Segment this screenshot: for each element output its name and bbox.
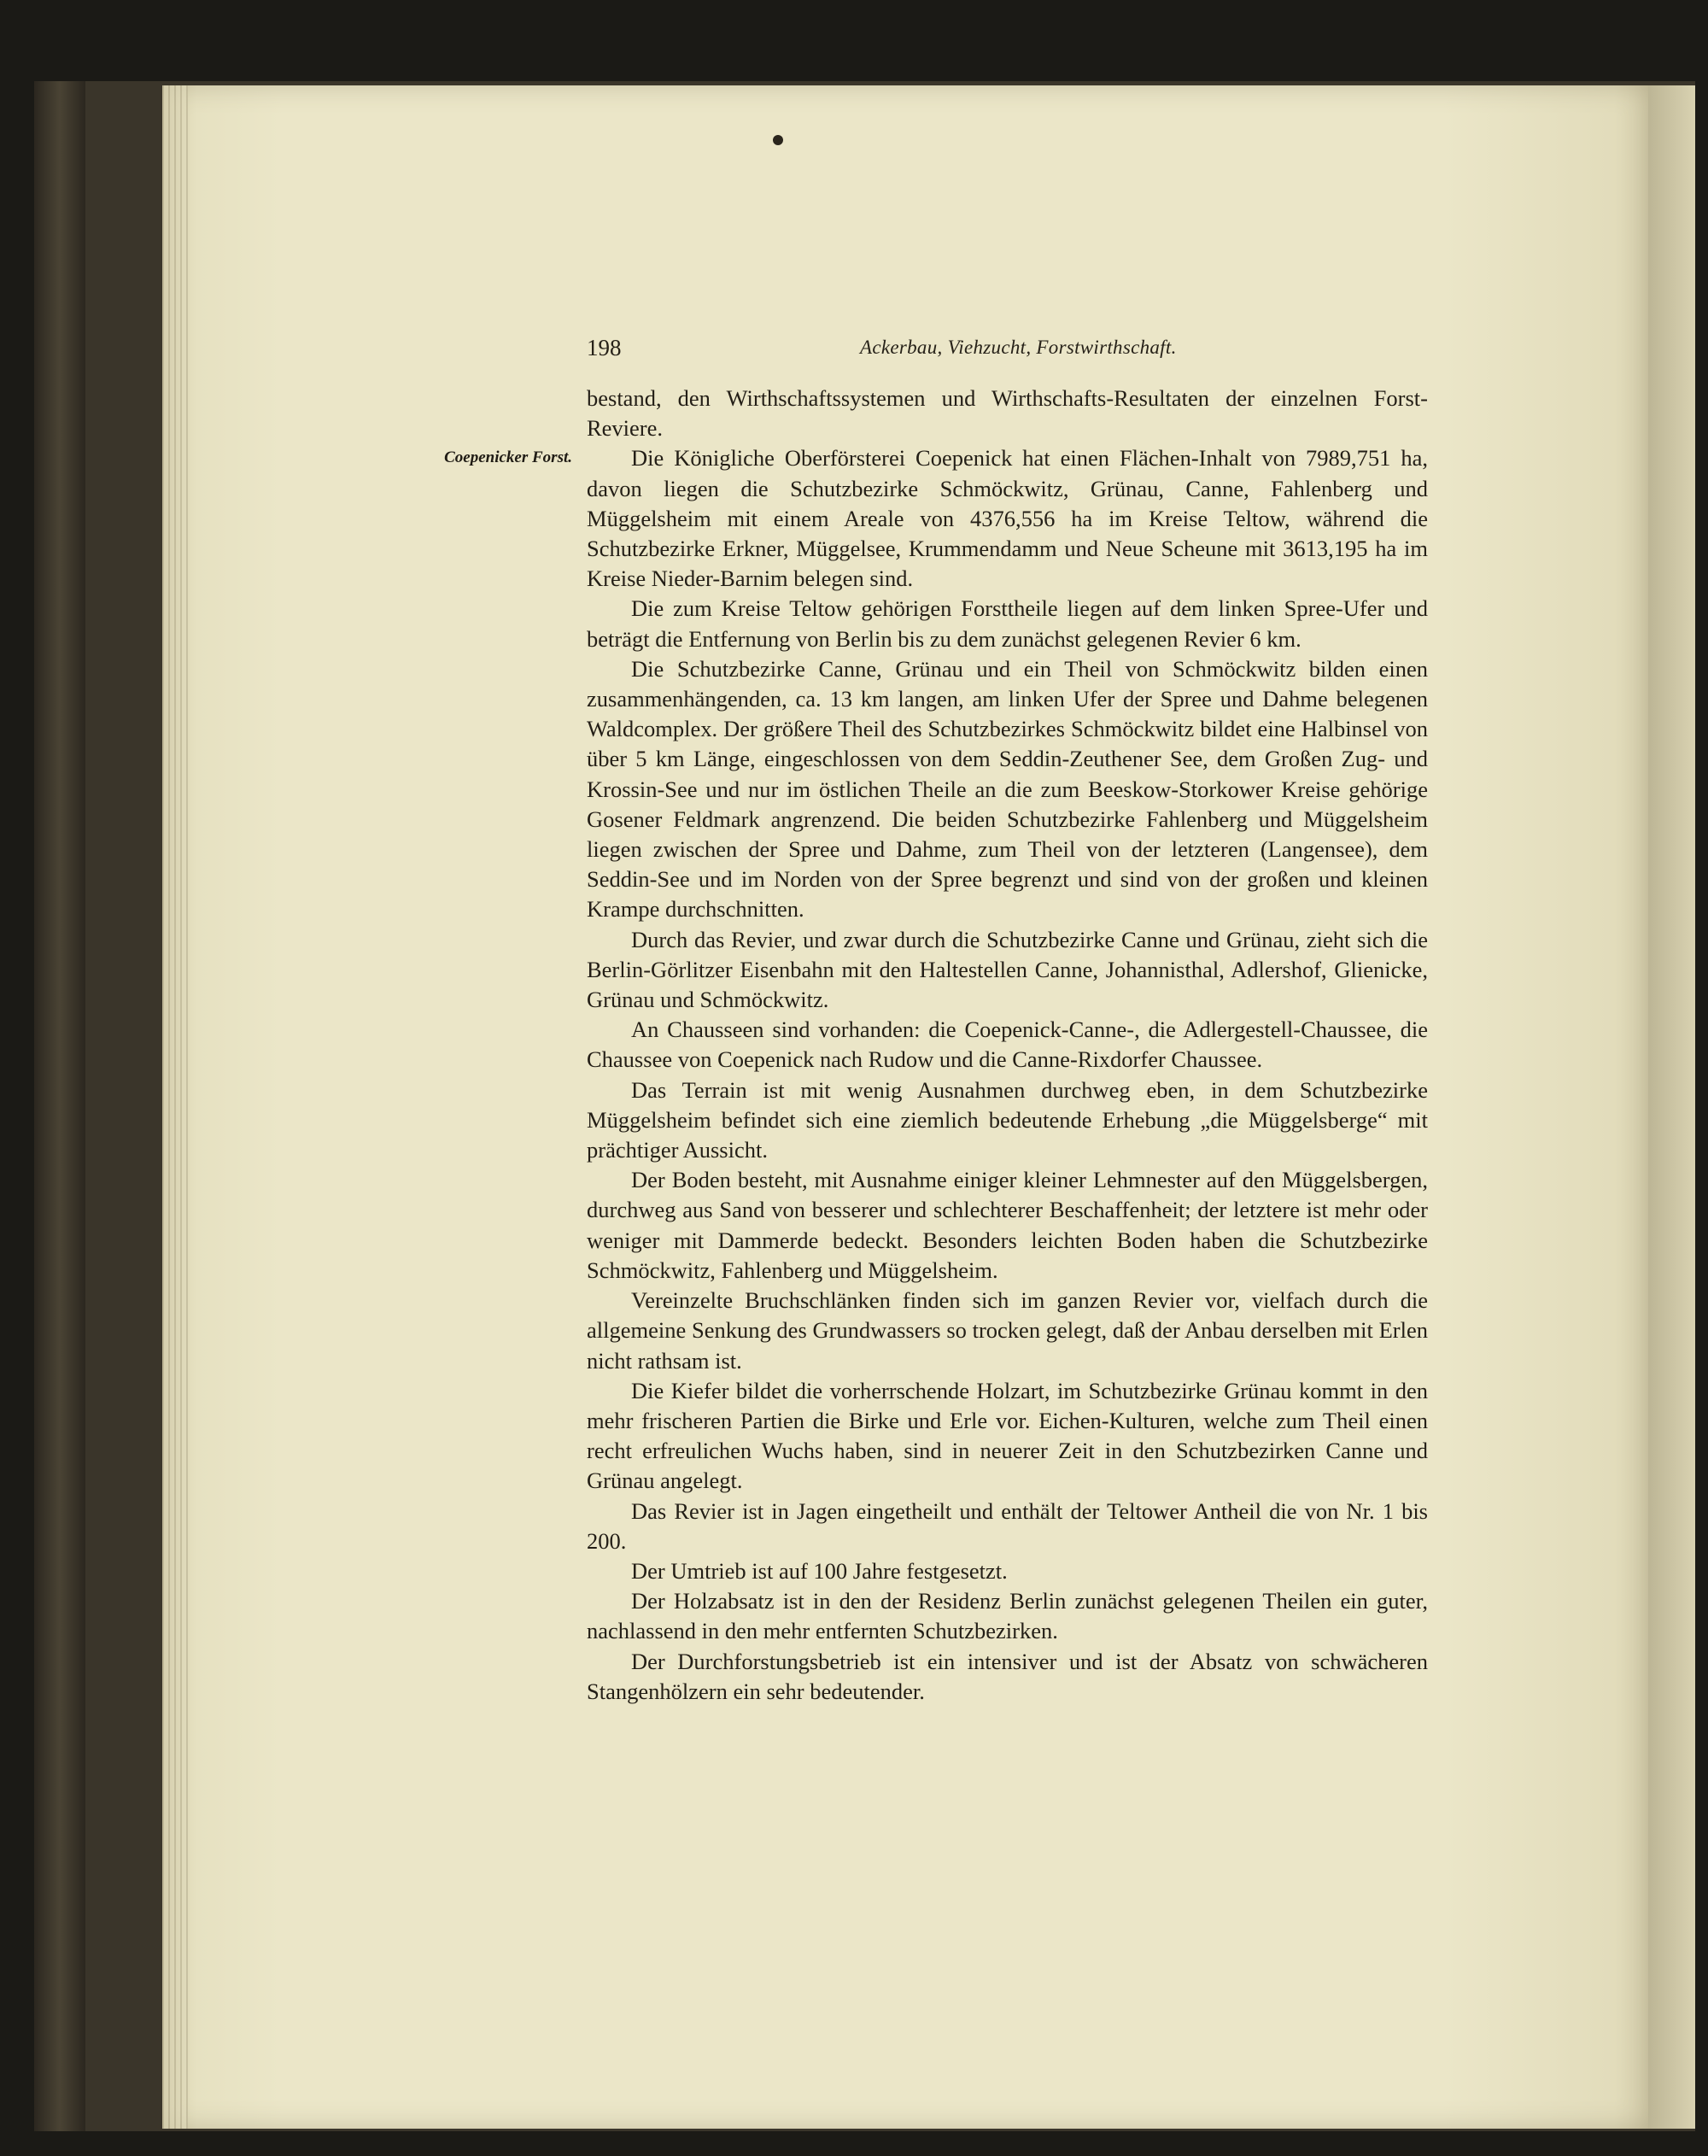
paragraph: Die Kiefer bildet die vorherrschende Holzart, im Schutzbezirke Grünau kommt in den mehr frischeren Partien die Birke und Erle vor. Eichen-Kulturen, welche zum Theil einen recht erfreulichen Wuchs haben, sind in neuerer Zeit in den Schutzbezirken Canne und Grünau angelegt. [587, 1377, 1428, 1494]
paragraph: bestand, den Wirthschaftssystemen und Wirthschafts-Resultaten der einzelnen Forst-Reviere. [587, 385, 1428, 442]
margin-note: Coepenicker Forst. [444, 448, 572, 466]
running-head: Ackerbau, Viehzucht, Forstwirthschaft. [860, 337, 1177, 358]
book-spine-edge [34, 81, 85, 2131]
paragraph: Der Holzabsatz ist in den der Residenz Berlin zunächst gelegenen Theilen ein guter, nachlassend in den mehr entfernten Schutzbezirken. [587, 1588, 1428, 1644]
page-number: 198 [587, 335, 622, 360]
facing-page-edge [1648, 85, 1695, 2129]
paragraph: Die Schutzbezirke Canne, Grünau und ein Theil von Schmöckwitz bilden einen zusammenhängenden, ca. 13 km langen, am linken Ufer der Spree und Dahme belegenen Waldcomplex. Der größere Theil des Schutzbezirkes Schmöckwitz bildet eine Halbinsel von über 5 km Länge, eingeschlossen von dem Seddin-Zeuthener See, dem Großen Zug- und Krossin-See und nur im östlichen Theile an die zum Beeskow-Storkower Kreise gehörige Gosener Feldmark angrenzend. Die beiden Schutzbezirke Fahlenberg und Müggelsheim liegen zwischen der Spree und Dahme, zum Theil von der letzteren (Langensee), dem Seddin-See und im Norden von der Spree begrenzt und sind von der großen und kleinen Krampe durchschnitten. [587, 655, 1428, 923]
paragraph: An Chausseen sind vorhanden: die Coepenick-Canne-, die Adlergestell-Chaussee, die Chaussee von Coepenick nach Rudow und die Canne-Rixdorfer Chaussee. [587, 1016, 1428, 1073]
paragraph: Das Terrain ist mit wenig Ausnahmen durchweg eben, in dem Schutzbezirke Müggelsheim befindet sich eine ziemlich bedeutende Erhebung „die Müggelsberge“ mit prächtiger Aussicht. [587, 1076, 1428, 1163]
paragraph: Die zum Kreise Teltow gehörigen Forsttheile liegen auf dem linken Spree-Ufer und beträgt die Entfernung von Berlin bis zu dem zunächst gelegenen Revier 6 km. [587, 595, 1428, 652]
page-header [587, 335, 1428, 360]
paragraph: Das Revier ist in Jagen eingetheilt und enthält der Teltower Antheil die von Nr. 1 bis 200. [587, 1497, 1428, 1554]
paragraph: Der Durchforstungsbetrieb ist ein intensiver und ist der Absatz von schwächeren Stangenhölzern ein sehr bedeutender. [587, 1648, 1428, 1704]
paragraph: Die Königliche Oberförsterei Coepenick hat einen Flächen-Inhalt von 7989,751 ha, davon liegen die Schutzbezirke Schmöckwitz, Grünau, Canne, Fahlenberg und Müggelsheim mit einem Areale von 4376,556 ha im Kreise Teltow, während die Schutzbezirke Erkner, Müggelsee, Krummendamm und Neue Scheune mit 3613,195 ha im Kreise Nieder-Barnim belegen sind. [587, 445, 1428, 592]
paragraph: Der Umtrieb ist auf 100 Jahre festgesetzt. [631, 1557, 1008, 1584]
ink-speck [773, 135, 783, 145]
body-text [587, 384, 1428, 1707]
page-edges [162, 85, 188, 2129]
paragraph: Durch das Revier, und zwar durch die Schutzbezirke Canne und Grünau, zieht sich die Berlin-Görlitzer Eisenbahn mit den Haltestellen Canne, Johannisthal, Adlershof, Glienicke, Grünau und Schmöckwitz. [587, 926, 1428, 1013]
paragraph: Der Boden besteht, mit Ausnahme einiger kleiner Lehmnester auf den Müggelsbergen, durchweg aus Sand von besserer und schlechterer Beschaffenheit; der letztere ist mehr oder weniger mit Dammerde bedeckt. Besonders leichten Boden haben die Schutzbezirke Schmöckwitz, Fahlenberg und Müggelsheim. [587, 1167, 1428, 1283]
paragraph: Vereinzelte Bruchschlänken finden sich im ganzen Revier vor, vielfach durch die allgemeine Senkung des Grundwassers so trocken gelegt, daß der Anbau derselben mit Erlen nicht rathsam ist. [587, 1287, 1428, 1374]
